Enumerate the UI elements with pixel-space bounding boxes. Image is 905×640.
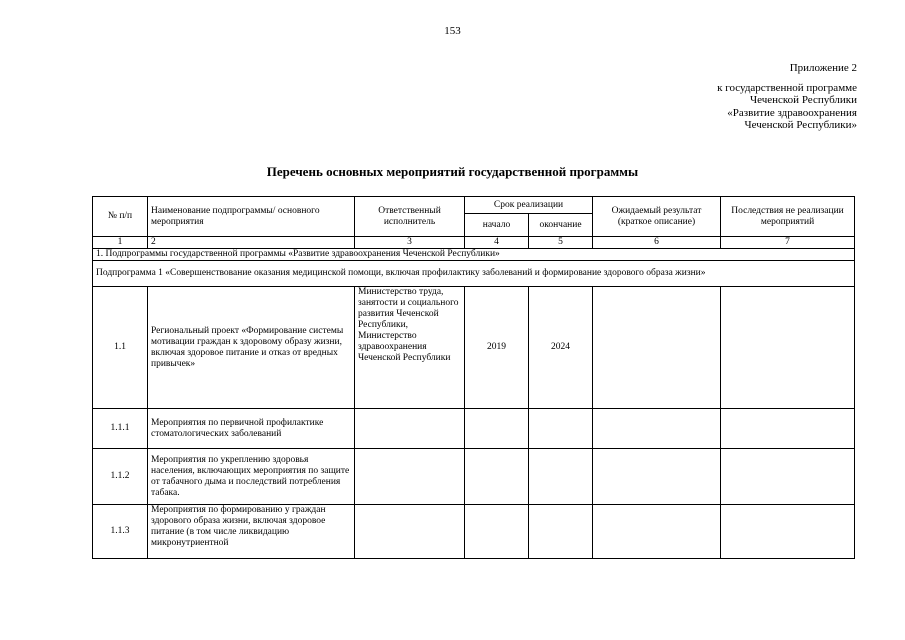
header-result: Ожидаемый результат (краткое описание) xyxy=(593,197,721,237)
col-number: 3 xyxy=(355,237,465,249)
appendix-line: Чеченской Республики» xyxy=(744,119,857,131)
subprogram-row: Подпрограмма 1 «Совершенствование оказания медицинской помощи, включая профилактику заболеваний и формирование здорового образа жизни» xyxy=(93,261,855,287)
row-responsible xyxy=(355,409,465,449)
col-number: 6 xyxy=(593,237,721,249)
row-start xyxy=(465,409,529,449)
row-responsible xyxy=(355,449,465,505)
row-name xyxy=(148,505,355,559)
row-name: Мероприятия по первичной профилактике стоматологических заболеваний xyxy=(148,409,355,449)
appendix-line: к государственной программе xyxy=(717,81,857,94)
header-end: окончание xyxy=(529,214,593,237)
row-result xyxy=(593,287,721,409)
row-name: Региональный проект «Формирование системы мотивации граждан к здоровому образу жизни, включая здоровое питание и отказ от вредных привычек» xyxy=(148,287,355,409)
header-name: Наименование подпрограммы/ основного мероприятия xyxy=(148,197,355,237)
row-result xyxy=(593,505,721,559)
row-result xyxy=(593,409,721,449)
header-consequences: Последствия не реализации мероприятий xyxy=(721,197,855,237)
table-row xyxy=(93,505,855,559)
row-end: 2024 xyxy=(529,287,593,409)
row-start xyxy=(465,505,529,559)
table-row xyxy=(93,287,855,409)
table-row xyxy=(93,449,855,505)
row-num: 1.1.3 xyxy=(93,505,148,559)
row-num: 1.1 xyxy=(93,287,148,409)
row-responsible: Министерство труда, занятости и социального развития Чеченской Республики, Министерство здравоохранения Чеченской Республики xyxy=(355,287,465,409)
appendix-block xyxy=(717,62,857,132)
col-number: 2 xyxy=(148,237,355,249)
row-end xyxy=(529,449,593,505)
row-consequences xyxy=(721,409,855,449)
row-num: 1.1.2 xyxy=(93,449,148,505)
row-name: Мероприятия по укреплению здоровья населения, включающих мероприятия по защите от табачного дыма и последствий потребления табака. xyxy=(148,449,355,505)
row-start xyxy=(465,449,529,505)
row-consequences xyxy=(721,449,855,505)
row-end xyxy=(529,409,593,449)
section-row: 1. Подпрограммы государственной программы «Развитие здравоохранения Чеченской Республики» xyxy=(93,249,855,261)
header-period: Срок реализации xyxy=(465,197,593,214)
appendix-title: Приложение 2 xyxy=(789,62,857,74)
document-title: Перечень основных мероприятий государственной программы xyxy=(266,164,639,179)
appendix-line: Чеченской Республики xyxy=(749,94,857,106)
row-num: 1.1.1 xyxy=(93,409,148,449)
row-start: 2019 xyxy=(465,287,529,409)
row-consequences xyxy=(721,505,855,559)
row-consequences xyxy=(721,287,855,409)
header-num: № п/п xyxy=(93,197,148,237)
col-number: 7 xyxy=(721,237,855,249)
row-responsible xyxy=(355,505,465,559)
row-end xyxy=(529,505,593,559)
page-number: 153 xyxy=(444,25,461,37)
row-result xyxy=(593,449,721,505)
measures-table xyxy=(92,196,855,559)
header-responsible: Ответственный исполнитель xyxy=(355,197,465,237)
row-name-text: Мероприятия по формированию у граждан здорового образа жизни, включая здоровое питание (в том числе ликвидацию микронутриентной xyxy=(151,505,326,548)
table-row xyxy=(93,409,855,449)
appendix-line: «Развитие здравоохранения xyxy=(727,106,857,119)
col-number: 5 xyxy=(529,237,593,249)
col-number: 4 xyxy=(465,237,529,249)
header-start: начало xyxy=(465,214,529,237)
col-number: 1 xyxy=(93,237,148,249)
